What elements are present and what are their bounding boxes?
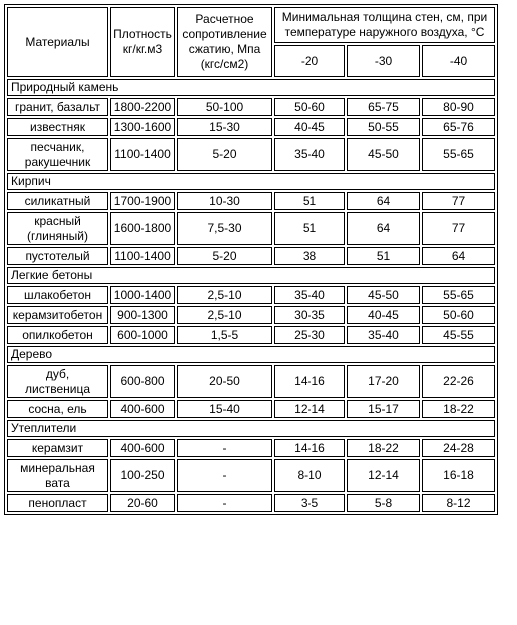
material-name: шлакобетон — [23, 287, 92, 302]
thickness-20-cell: 38 — [274, 247, 345, 265]
thickness-20-cell: 40-45 — [274, 118, 345, 136]
density-cell: 600-1000 — [110, 326, 175, 344]
thickness-20-cell: 12-14 — [274, 400, 345, 418]
thickness-30-cell: 64 — [347, 212, 420, 245]
material-name-cell — [7, 286, 108, 304]
thickness-20-cell: 8-10 — [274, 459, 345, 492]
thickness-20-cell: 3-5 — [274, 494, 345, 512]
table-row — [7, 400, 495, 418]
thickness-20-cell: 51 — [274, 212, 345, 245]
table-row — [7, 494, 495, 512]
section-title: Кирпич — [7, 173, 495, 190]
thickness-40-cell: 45-55 — [422, 326, 495, 344]
table-row — [7, 459, 495, 492]
density-cell: 1700-1900 — [110, 192, 175, 210]
header-materials — [7, 7, 108, 77]
material-name-cell — [7, 400, 108, 418]
section-row — [7, 420, 495, 437]
density-cell: 1600-1800 — [110, 212, 175, 245]
density-cell: 1800-2200 — [110, 98, 175, 116]
density-cell: 20-60 — [110, 494, 175, 512]
header-strength-line: сопротивление — [182, 27, 267, 41]
thickness-20-cell: 51 — [274, 192, 345, 210]
thickness-30-cell: 45-50 — [347, 286, 420, 304]
thickness-40-cell: 64 — [422, 247, 495, 265]
material-name: (глиняный) — [27, 228, 88, 243]
material-name: сосна, ель — [28, 401, 87, 416]
thickness-40-cell: 77 — [422, 192, 495, 210]
thickness-20-cell: 35-40 — [274, 286, 345, 304]
section-title: Легкие бетоны — [7, 267, 495, 284]
density-cell: 100-250 — [110, 459, 175, 492]
table-row — [7, 326, 495, 344]
material-name: минеральная — [20, 460, 95, 475]
strength-cell: 7,5-30 — [177, 212, 272, 245]
table-row — [7, 365, 495, 398]
strength-cell: 2,5-10 — [177, 306, 272, 324]
header-materials-label: Материалы — [25, 34, 90, 49]
table-row — [7, 192, 495, 210]
section-row — [7, 346, 495, 363]
strength-cell: 15-40 — [177, 400, 272, 418]
thickness-30-cell: 65-75 — [347, 98, 420, 116]
thickness-40-cell: 22-26 — [422, 365, 495, 398]
strength-cell: 1,5-5 — [177, 326, 272, 344]
strength-cell: 5-20 — [177, 138, 272, 171]
material-name-cell — [7, 247, 108, 265]
density-cell: 400-600 — [110, 439, 175, 457]
thickness-30-cell: 40-45 — [347, 306, 420, 324]
thickness-30-cell: 35-40 — [347, 326, 420, 344]
material-name: песчаник, — [30, 139, 85, 154]
material-name: известняк — [30, 119, 85, 134]
header-row-1 — [7, 7, 495, 43]
density-cell: 1100-1400 — [110, 138, 175, 171]
strength-cell: - — [177, 459, 272, 492]
material-name-cell — [7, 118, 108, 136]
thickness-40-cell: 65-76 — [422, 118, 495, 136]
thickness-20-cell: 35-40 — [274, 138, 345, 171]
thickness-30-cell: 51 — [347, 247, 420, 265]
material-name: силикатный — [24, 193, 91, 208]
material-name: керамзит — [31, 440, 84, 455]
material-name: дуб, — [45, 366, 70, 381]
header-strength-line: сжатию, Мпа — [188, 42, 261, 56]
header-strength-line: (кгс/см2) — [200, 57, 249, 71]
strength-cell: 20-50 — [177, 365, 272, 398]
table-row — [7, 439, 495, 457]
thickness-40-cell: 55-65 — [422, 286, 495, 304]
strength-cell: - — [177, 494, 272, 512]
header-density-line: Плотность — [113, 27, 172, 41]
thickness-40-cell: 24-28 — [422, 439, 495, 457]
section-row — [7, 79, 495, 96]
thickness-40-cell: 16-18 — [422, 459, 495, 492]
thickness-40-cell: 55-65 — [422, 138, 495, 171]
material-name: красный — [34, 213, 81, 228]
section-row — [7, 173, 495, 190]
thickness-20-cell: 30-35 — [274, 306, 345, 324]
thickness-20-cell: 14-16 — [274, 365, 345, 398]
material-name-cell — [7, 494, 108, 512]
header-density-line: кг/кг.м3 — [122, 42, 163, 56]
table-row — [7, 286, 495, 304]
thickness-40-cell: 8-12 — [422, 494, 495, 512]
section-title: Дерево — [7, 346, 495, 363]
thickness-30-cell: 18-22 — [347, 439, 420, 457]
header-temp-40: -40 — [422, 45, 495, 77]
thickness-40-cell: 18-22 — [422, 400, 495, 418]
density-cell: 1300-1600 — [110, 118, 175, 136]
material-name: опилкобетон — [22, 327, 93, 342]
thickness-20-cell: 50-60 — [274, 98, 345, 116]
thickness-40-cell: 77 — [422, 212, 495, 245]
thickness-30-cell: 45-50 — [347, 138, 420, 171]
material-name-cell — [7, 98, 108, 116]
header-strength-line: Расчетное — [195, 12, 254, 26]
material-name-cell — [7, 306, 108, 324]
header-min-thickness-line: Минимальная толщина стен, см, при — [281, 10, 488, 24]
strength-cell: 10-30 — [177, 192, 272, 210]
density-cell: 600-800 — [110, 365, 175, 398]
section-row — [7, 267, 495, 284]
thickness-40-cell: 50-60 — [422, 306, 495, 324]
table-row — [7, 118, 495, 136]
header-min-thickness — [274, 7, 495, 43]
section-title: Утеплители — [7, 420, 495, 437]
table-row — [7, 212, 495, 245]
strength-cell: 50-100 — [177, 98, 272, 116]
thickness-30-cell: 12-14 — [347, 459, 420, 492]
material-name: пенопласт — [28, 495, 87, 510]
header-temp-30: -30 — [347, 45, 420, 77]
thickness-40-cell: 80-90 — [422, 98, 495, 116]
density-cell: 900-1300 — [110, 306, 175, 324]
materials-table — [4, 4, 498, 515]
table-row — [7, 98, 495, 116]
density-cell: 1100-1400 — [110, 247, 175, 265]
header-density — [110, 7, 175, 77]
material-name: пустотелый — [25, 248, 90, 263]
thickness-30-cell: 15-17 — [347, 400, 420, 418]
material-name-cell — [7, 192, 108, 210]
section-title: Природный камень — [7, 79, 495, 96]
thickness-30-cell: 5-8 — [347, 494, 420, 512]
strength-cell: 15-30 — [177, 118, 272, 136]
material-name-cell — [7, 439, 108, 457]
thickness-20-cell: 14-16 — [274, 439, 345, 457]
material-name: лиственица — [25, 381, 90, 396]
material-name-cell — [7, 138, 108, 171]
material-name-cell — [7, 326, 108, 344]
thickness-30-cell: 50-55 — [347, 118, 420, 136]
table-row — [7, 306, 495, 324]
material-name: вата — [45, 475, 70, 490]
thickness-20-cell: 25-30 — [274, 326, 345, 344]
header-min-thickness-line: температуре наружного воздуха, °С — [284, 25, 485, 39]
strength-cell: 2,5-10 — [177, 286, 272, 304]
material-name: керамзитобетон — [12, 307, 103, 322]
thickness-30-cell: 17-20 — [347, 365, 420, 398]
material-name-cell — [7, 459, 108, 492]
thickness-30-cell: 64 — [347, 192, 420, 210]
material-name-cell — [7, 365, 108, 398]
table-body — [7, 79, 495, 512]
density-cell: 1000-1400 — [110, 286, 175, 304]
material-name: гранит, базальт — [14, 99, 100, 114]
table-container — [4, 4, 498, 515]
header-strength — [177, 7, 272, 77]
table-row — [7, 247, 495, 265]
material-name: ракушечник — [24, 154, 91, 169]
material-name-cell — [7, 212, 108, 245]
header-temp-20: -20 — [274, 45, 345, 77]
density-cell: 400-600 — [110, 400, 175, 418]
strength-cell: 5-20 — [177, 247, 272, 265]
strength-cell: - — [177, 439, 272, 457]
table-row — [7, 138, 495, 171]
